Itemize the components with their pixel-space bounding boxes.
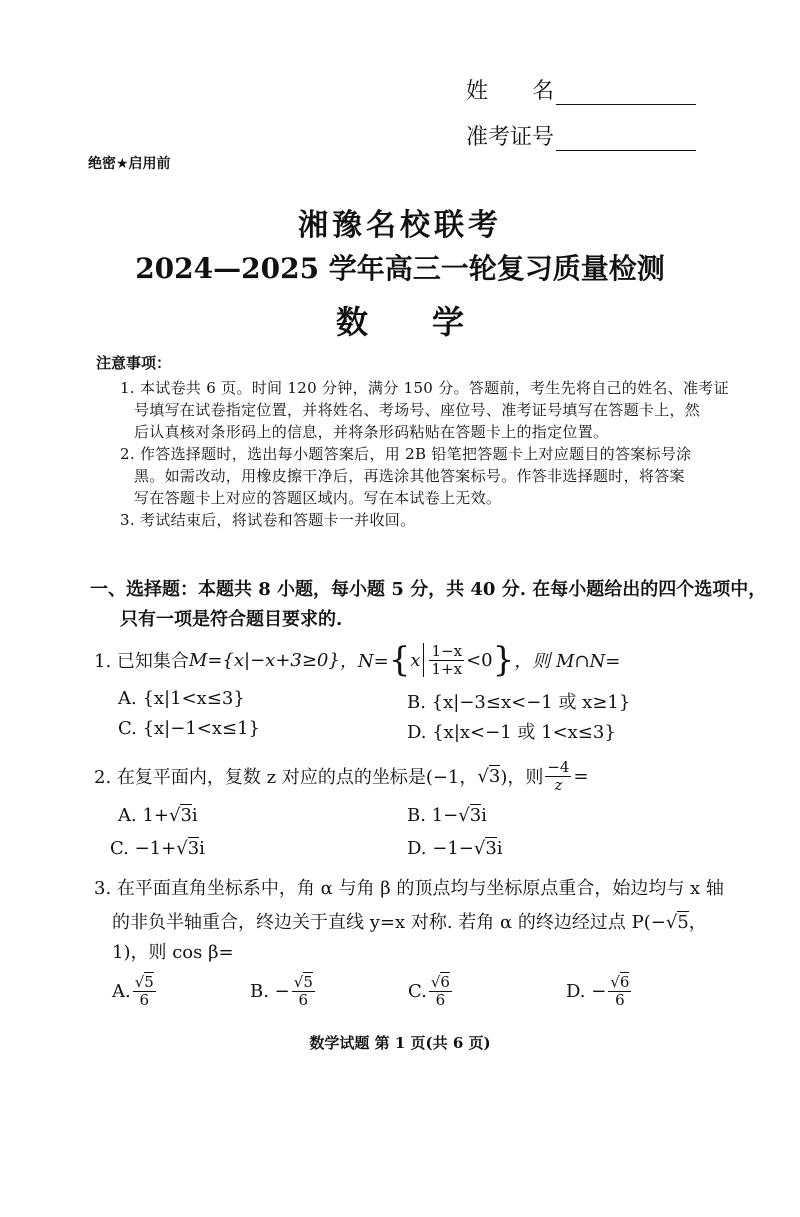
q1-option-c[interactable]: C. {x|−1<x≤1} — [118, 718, 260, 739]
q1-x-var: x — [410, 649, 421, 671]
sqrt-sign: √ — [293, 973, 304, 991]
q2-b-pre: B. 1− — [407, 805, 459, 826]
note-line: 写在答题卡上对应的答题区域内。写在本试卷上无效。 — [134, 489, 502, 507]
sqrt-sign: √ — [176, 838, 188, 859]
q3-a-frac — [133, 975, 156, 1008]
q1-set-n-start: ，N= — [339, 651, 389, 672]
q1-option-b[interactable]: B. {x|−3≤x<−1 或 x≥1} — [407, 692, 631, 713]
question-2 — [94, 758, 589, 794]
q2-c-rad: 3 — [187, 838, 200, 859]
q2-text-mid: )，则 — [500, 767, 544, 788]
notes-heading: 注意事项： — [96, 354, 172, 372]
note-line: 2. 作答选择题时，选出每小题答案后，用 2B 铅笔把答题卡上对应题目的答案标号涂 — [120, 445, 692, 463]
sqrt-sign: √ — [477, 765, 489, 787]
q2-option-b[interactable] — [407, 805, 487, 826]
q2-c-post: i — [199, 838, 205, 859]
note-line: 后认真核对条形码上的信息，并将条形码粘贴在答题卡上的指定位置。 — [134, 423, 609, 441]
sqrt-sign: √ — [458, 805, 470, 826]
section-heading-line1: 一、选择题：本题共 8 小题，每小题 5 分，共 40 分. 在每小题给出的四个选项中， — [90, 579, 767, 600]
q3-d-den: 6 — [615, 991, 625, 1009]
left-brace: { — [388, 640, 411, 680]
section-heading-line2: 只有一项是符合题目要求的. — [120, 609, 343, 630]
sqrt-sign: √ — [134, 973, 145, 991]
sqrt-sign: √ — [430, 973, 441, 991]
name-field[interactable] — [466, 74, 696, 105]
question-1 — [94, 640, 620, 680]
q2-d-post: i — [496, 838, 503, 859]
note-line: 号填写在试卷指定位置，并将姓名、考场号、座位号、准考证号填写在答题卡上，然 — [134, 401, 701, 419]
q1-suffix: ，则 M∩N= — [514, 651, 621, 672]
q2-b-post: i — [481, 805, 487, 826]
q3-b-den: 6 — [298, 991, 309, 1009]
id-blank[interactable] — [556, 130, 696, 151]
q2-c-pre: C. −1+ — [110, 838, 177, 859]
note-line: 1. 本试卷共 6 页。时间 120 分钟，满分 150 分。答题前，考生先将自己的姓名、准考证 — [120, 379, 729, 397]
q3-option-d[interactable] — [566, 975, 633, 1008]
q3-c-rad: 6 — [440, 973, 450, 991]
id-label: 准考证号 — [466, 125, 555, 150]
q3-option-c[interactable] — [408, 975, 454, 1008]
q3-d-frac — [608, 975, 631, 1008]
q1-prefix: 1. 已知集合 — [94, 651, 189, 672]
exam-title: 2024—2025 学年高三一轮复习质量检测 — [135, 252, 665, 285]
q1-lt-zero: <0 — [466, 649, 493, 671]
q1-option-a[interactable]: A. {x|1<x≤3} — [118, 688, 245, 709]
q3-d-rad: 6 — [619, 973, 630, 991]
q3-line2 — [112, 908, 707, 934]
q2-a-pre: A. 1+ — [118, 805, 169, 826]
q3-c-frac — [429, 975, 452, 1008]
name-label: 姓 名 — [466, 79, 555, 104]
q3-c-den: 6 — [435, 991, 446, 1009]
q3-b-frac — [292, 975, 315, 1008]
q1-set-m: M={x|−x+3≥0} — [188, 649, 340, 671]
q1-option-d[interactable]: D. {x|x<−1 或 1<x≤3} — [407, 722, 616, 743]
q2-frac-num: −4 — [547, 757, 570, 776]
q1-frac-num: 1−x — [431, 641, 463, 660]
q3-option-b[interactable] — [250, 975, 317, 1008]
note-line: 黑。如需改动，用橡皮擦干净后，再选涂其他答案标号。作答非选择题时，将答案 — [134, 467, 685, 485]
q3-line1: 3. 在平面直角坐标系中，角 α 与角 β 的顶点均与坐标原点重合，始边均与 x 轴 — [94, 878, 724, 899]
q2-text: 2. 在复平面内，复数 z 对应的点的坐标是(−1， — [94, 767, 478, 788]
notes-block — [96, 352, 729, 531]
q2-frac-den: z — [554, 775, 563, 794]
q2-text-end: = — [573, 765, 589, 787]
name-blank[interactable] — [556, 84, 696, 105]
q3-b-rad: 5 — [303, 973, 313, 991]
q2-a-post: i — [191, 805, 198, 826]
q1-fraction — [429, 641, 464, 678]
q2-option-c[interactable] — [110, 838, 205, 859]
q2-radicand: 3 — [488, 766, 501, 787]
q3-a-label: A. — [112, 981, 131, 1002]
q3-d-label: D. − — [566, 981, 607, 1002]
q3-c-label: C. — [408, 981, 427, 1002]
q3-a-rad: 5 — [144, 973, 154, 991]
secret-label: 绝密★启用前 — [88, 156, 171, 172]
q1-frac-den: 1+x — [431, 659, 463, 678]
sqrt-sign: √ — [168, 805, 181, 826]
q2-d-pre: D. −1− — [407, 838, 474, 859]
note-line: 3. 考试结束后，将试卷和答题卡一并收回。 — [120, 511, 416, 529]
q2-fraction — [545, 757, 571, 794]
subject-title: 数 学 — [335, 303, 464, 341]
sqrt-sign: √ — [610, 973, 620, 991]
q3-a-den: 6 — [139, 991, 150, 1009]
q3-line3: 1)，则 cos β= — [112, 942, 234, 963]
id-field[interactable] — [466, 120, 696, 151]
q3-line2-pre: 的非负半轴重合，终边关于直线 y=x 对称. 若角 α 的终边经过点 P(− — [112, 912, 666, 933]
sqrt-sign: √ — [473, 838, 486, 859]
page-footer: 数学试题 第 1 页(共 6 页) — [309, 1034, 491, 1052]
sqrt-sign: √ — [665, 912, 678, 933]
q2-d-rad: 3 — [485, 838, 497, 859]
q2-b-rad: 3 — [469, 805, 482, 826]
right-brace: } — [492, 640, 515, 680]
exam-org-title: 湘豫名校联考 — [298, 208, 502, 243]
q3-line2-rad: 5 — [677, 912, 689, 933]
q3-option-a[interactable] — [112, 975, 158, 1008]
q3-line2-post: ， — [688, 912, 707, 933]
set-bar — [423, 643, 424, 677]
q2-a-rad: 3 — [180, 805, 192, 826]
q3-b-label: B. − — [250, 981, 290, 1002]
q2-option-d[interactable] — [407, 838, 503, 859]
q2-option-a[interactable] — [118, 805, 198, 826]
